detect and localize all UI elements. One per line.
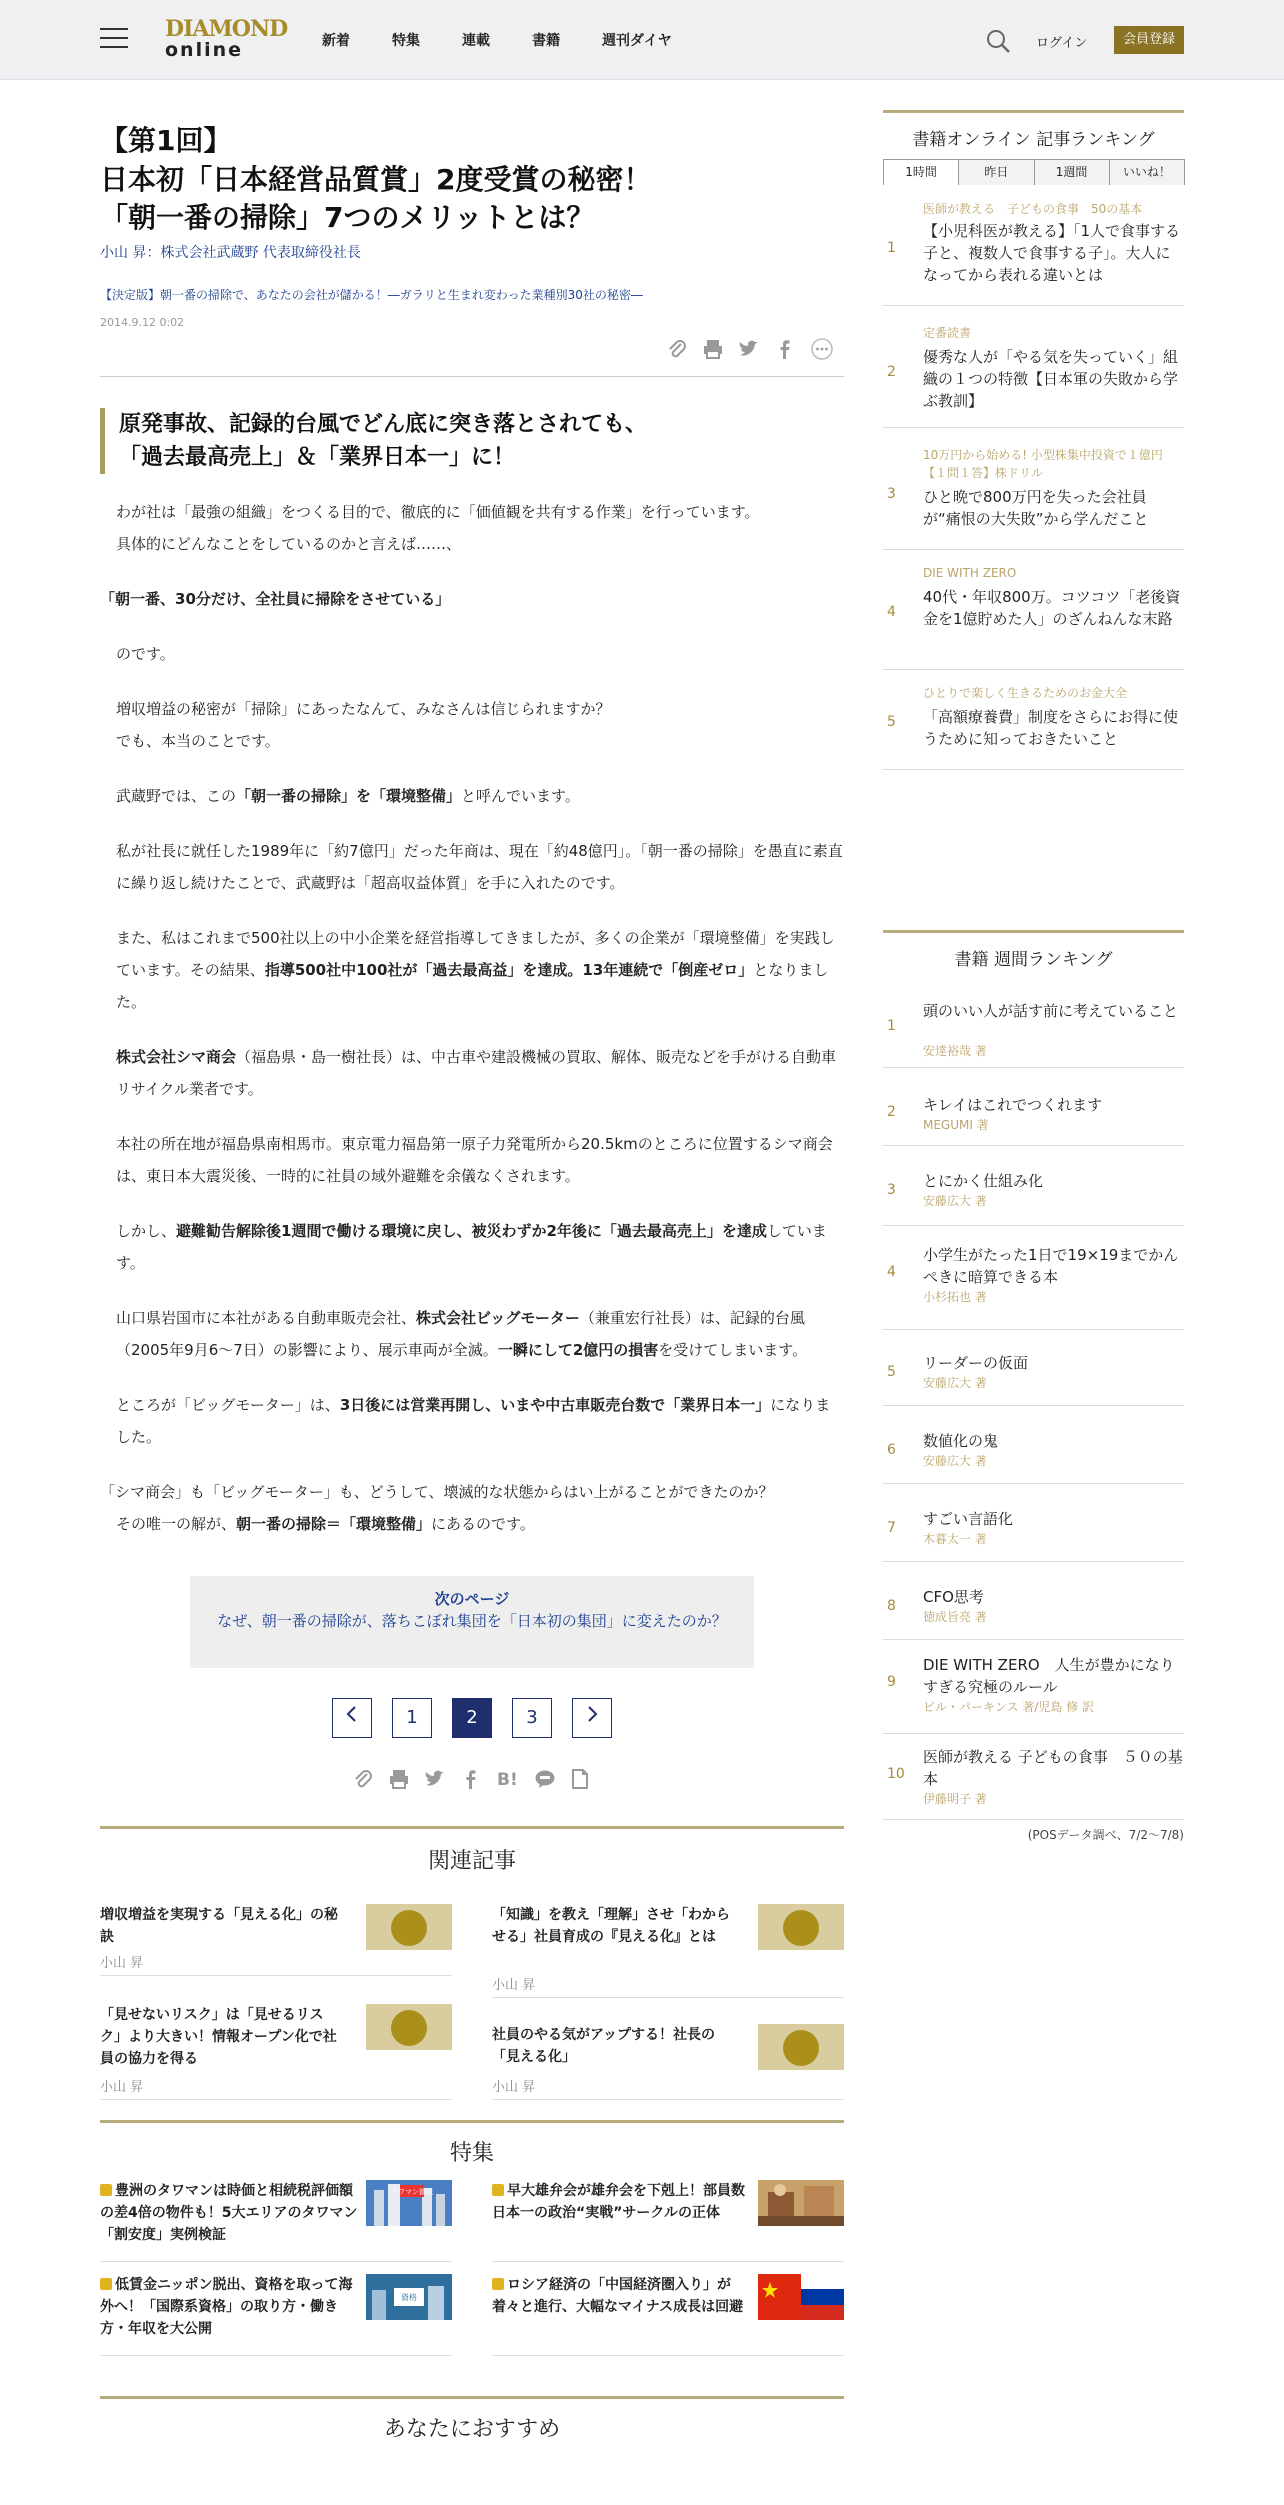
site-header [0,0,1284,80]
page-2-button[interactable]: 2 [452,1698,492,1738]
text: ところが「ビッグモーター」は、 [116,1396,340,1414]
book-rank-item[interactable] [883,1740,1184,1820]
rank-number: 6 [887,1442,896,1458]
text: 山口県岩国市に本社がある自動車販売会社、 [116,1309,417,1327]
book-title[interactable]: キレイはこれでつくれます [923,1096,1103,1114]
features-heading: 特集 [449,2141,494,2166]
paragraph [100,583,844,615]
rank-number: 1 [887,240,896,256]
text: を受けてしまいます。 [658,1341,808,1359]
chevron-right-icon [585,1705,599,1723]
article-title [100,122,840,238]
recommend-heading: あなたにおすすめ [383,2417,561,2442]
feature-title[interactable] [492,2274,752,2318]
text: しかし、 [116,1222,177,1240]
text: 増収増益の秘密が「掃除」にあったなんて、みなさんは信じられますか？ [116,700,611,718]
book-title[interactable]: 数値化の鬼 [923,1432,999,1450]
book-author: 小杉拓也 著 [923,1290,987,1304]
rank-category[interactable]: DIE WITH ZERO [923,566,1017,580]
share-bar-bottom [352,1768,590,1790]
book-author: 徳成旨亮 著 [923,1610,987,1624]
ranking-item[interactable] [883,200,1184,306]
paragraph [100,638,844,670]
text: 武蔵野では、この [116,787,237,805]
nav-item-feature[interactable]: 特集 [392,33,420,49]
lock-icon [100,2184,112,2196]
book-rank-item[interactable] [883,998,1184,1068]
pocket-icon[interactable] [570,1768,590,1790]
register-button[interactable]: 会員登録 [1114,26,1184,54]
rank-title[interactable]: ひと晩で800万円を失った会社員が“痛恨の大失敗”から学んだこと [923,488,1149,528]
book-author: 安藤広大 著 [923,1194,987,1208]
bold-text: 一瞬にして2億円の損害 [497,1341,659,1359]
print-icon[interactable] [702,338,724,360]
related-card[interactable] [100,1904,452,1976]
site-logo[interactable] [165,16,288,62]
feature-title-text: 低賃金ニッポン脱出、資格を取って海外へ！「国際系資格」の取り方・働き方・年収を大公開 [100,2277,353,2337]
paragraph [100,496,844,560]
book-ranking [883,930,1184,990]
book-author: 安藤広大 著 [923,1376,987,1390]
rank-category[interactable]: ひとりで楽しく生きるためのお金大全 [923,686,1128,700]
facebook-icon[interactable] [774,338,796,360]
rank-number: 5 [887,714,896,730]
related-card[interactable] [100,2004,452,2100]
article-author[interactable]: 小山 昇：株式会社武蔵野 代表取締役社長 [100,245,361,261]
rank-number: 3 [887,1182,896,1198]
text: しています。 [116,1222,827,1272]
book-rank-item[interactable] [883,1244,1184,1330]
ranking-item[interactable] [883,564,1184,670]
book-title[interactable]: DIE WITH ZERO 人生が豊かになりすぎる究極のルール [923,1656,1175,1696]
hatena-bookmark-icon[interactable] [496,1768,520,1790]
related-title[interactable]: 増収増益を実現する「見える化」の秘訣 [100,1907,338,1945]
related-author: 小山 昇 [100,2080,144,2095]
related-card[interactable] [492,2024,844,2100]
ranking-item[interactable] [883,684,1184,770]
title-divider [100,376,844,377]
rank-number: 7 [887,1520,896,1536]
book-author: 伊藤明子 著 [923,1792,987,1806]
bold-text: 避難勧告解除後1週間で働ける環境に戻し、被災わずか2年後に「過去最高売上」を達成 [176,1222,767,1240]
twitter-icon[interactable] [424,1768,446,1790]
nav-item-series[interactable]: 連載 [462,33,490,49]
tab-1week[interactable]: 1週間 [1034,159,1110,185]
related-thumbnail[interactable] [758,1904,844,1950]
feature-title-text: ロシア経済の「中国経済圏入り」が着々と進行、大幅なマイナス成長は回避 [492,2277,744,2315]
paragraph [100,1215,844,1279]
ranking-item[interactable] [883,446,1184,550]
bold-text: 「朝一番の掃除」を「環境整備」 [236,787,462,805]
subheading-line-2: 「過去最高売上」＆「業界日本一」に！ [119,445,516,470]
tab-yesterday[interactable]: 昨日 [958,159,1034,185]
book-title[interactable]: リーダーの仮面 [923,1354,1029,1372]
book-author: ビル・パーキンス 著/児島 修 訳 [923,1700,1095,1714]
print-icon[interactable] [388,1768,410,1790]
rank-category[interactable]: 10万円から始める! 小型株集中投資で１億円【１問１答】株ドリル [923,448,1163,480]
search-icon[interactable] [985,28,1011,54]
book-rank-item[interactable] [883,1166,1184,1226]
text: 具体的にどんなことをしているのかと言えば……、 [116,535,462,553]
page-3-button[interactable]: 3 [512,1698,552,1738]
facebook-icon[interactable] [460,1768,482,1790]
book-title[interactable]: CFO思考 [923,1588,984,1606]
rank-number: 8 [887,1598,896,1614]
thumbnail-caption: 資格 [401,2293,417,2302]
text: のです。 [116,645,175,663]
rank-number: 4 [887,1264,896,1280]
article-date: 2014.9.12 0:02 [100,316,185,329]
feature-thumbnail[interactable] [366,2180,452,2226]
paragraph [100,1476,844,1540]
paragraph [100,1041,844,1105]
rank-title[interactable]: 優秀な人が「やる気を失っていく」組織の１つの特徴【日本軍の失敗から学ぶ教訓】 [923,348,1179,410]
lock-icon [492,2184,504,2196]
article-ranking-title: 書籍オンライン 記事ランキング [912,130,1155,150]
rank-number: 2 [887,364,896,380]
related-heading: 関連記事 [427,1849,516,1874]
paragraph [100,693,844,757]
feature-thumbnail[interactable] [758,2274,844,2320]
next-page-label: 次のページ [434,1590,510,1608]
share-bar-top [666,337,834,361]
feature-item[interactable] [100,2180,452,2262]
related-author: 小山 昇 [492,2080,536,2095]
more-icon[interactable] [810,337,834,361]
feature-item[interactable] [492,2274,844,2356]
related-thumbnail[interactable] [366,1904,452,1950]
feature-title-text: 豊洲のタワマンは時価と相続税評価額の差4倍の物件も！5大エリアのタワマン「割安度」実例検証 [100,2183,358,2243]
subheading-line-1: 原発事故、記録的台風でどん底に突き落とされても、 [119,412,648,437]
thumbnail-caption: タワマン節税 [391,2188,433,2196]
ranking-item[interactable] [883,324,1184,428]
feature-thumbnail[interactable] [758,2180,844,2226]
nav-item-new[interactable]: 新着 [322,33,350,49]
text: になりました。 [116,1396,831,1446]
features-divider [100,2120,844,2123]
rank-number: 9 [887,1674,896,1690]
nav-item-weekly[interactable]: 週刊ダイヤ [602,33,672,49]
text: と呼んでいます。 [461,787,580,805]
rank-title[interactable]: 【小児科医が教える】「1人で食事する子と、複数人で食事する子」。大人になってから表れる違いとは [923,222,1181,284]
book-rank-item[interactable] [883,1342,1184,1406]
book-author: MEGUMI 著 [923,1118,989,1132]
page-1-button[interactable]: 1 [392,1698,432,1738]
rank-title[interactable]: 40代・年収800万。コツコツ「老後資金を1億貯めた人」のざんねんな末路 [923,588,1181,628]
twitter-icon[interactable] [738,338,760,360]
rank-number: 3 [887,486,896,502]
tab-likes[interactable]: いいね！ [1109,159,1185,185]
bold-text: 「朝一番、30分だけ、全社員に掃除をさせている」 [100,590,451,608]
book-title[interactable]: 小学生がたった1日で19×19までかんぺきに暗算できる本 [923,1246,1179,1286]
text: 「シマ商会」も「ビッグモーター」も、どうして、壊滅的な状態からはい上がることができたのか？ [100,1483,774,1501]
login-link[interactable]: ログイン [1036,36,1088,51]
text: でも、本当のことです。 [116,732,280,750]
paragraph: 私が社長に就任した1989年に「約7億円」だった年商は、現在「約48億円」。「朝一番の掃除」を愚直に素直に繰り返し続けたことで、武蔵野は「超高収益体質」を手に入れたのです。 [116,842,843,892]
book-author: 安藤広大 著 [923,1454,987,1468]
rank-category[interactable]: 定番読書 [923,326,972,340]
text: にあるのです。 [431,1515,535,1533]
related-divider [100,1826,844,1829]
feature-title[interactable] [100,2180,360,2246]
logo-bottom-text: online [165,39,244,61]
book-author: 木暮太一 著 [923,1532,987,1546]
prev-page-button[interactable] [332,1698,372,1738]
book-rank-item[interactable] [883,1498,1184,1562]
pos-note: (POSデータ調べ、7/2〜7/8) [1027,1828,1184,1842]
related-author: 小山 昇 [492,1978,536,1993]
title-line-2: 日本初「日本経営品質賞」2度受賞の秘密！ [100,162,652,196]
feature-title[interactable] [100,2274,360,2340]
line-icon[interactable] [534,1768,556,1790]
rank-number: 4 [887,604,896,620]
text: わが社は「最強の組織」をつくる目的で、徹底的に「価値観を共有する作業」を行っています。 [116,503,760,521]
lock-icon [492,2278,504,2290]
paragraph [100,780,844,812]
text: その唯一の解が、 [116,1515,237,1533]
book-author: 安達裕哉 著 [923,1044,987,1058]
bold-text: 株式会社シマ商会 [116,1048,237,1066]
bold-text: 朝一番の掃除＝「環境整備」 [236,1515,432,1533]
feature-title[interactable] [492,2180,752,2224]
article-body [100,496,844,1563]
text: （福島県・島一樹社長）は、中古車や建設機械の買取、解体、販売などを手がける自動車リサイクル業者です。 [116,1048,837,1098]
related-title[interactable]: 「知識」を教え「理解」させ「わからせる」社員育成の『見える化』とは [492,1907,730,1945]
paragraph: 本社の所在地が福島県南相馬市。東京電力福島第一原子力発電所から20.5kmのところに位置するシマ商会は、東日本大震災後、一時的に社員の域外避難を余儀なくされます。 [116,1135,833,1185]
book-rank-item[interactable] [883,1420,1184,1484]
article-series-link[interactable]: 【決定版】朝一番の掃除で、あなたの会社が儲かる！―ガラリと生まれ変わった業種別30社の秘密― [100,288,643,302]
next-page-box[interactable] [190,1576,754,1668]
global-nav [322,30,714,50]
bold-text: 指導500社中100社が「過去最高益」を達成。13年連続で「倒産ゼロ」 [264,961,754,979]
title-line-1: 【第1回】 [100,124,232,157]
article-subheading [100,408,844,474]
bold-text: 株式会社ビッグモーター [416,1309,580,1327]
related-title[interactable]: 「見せないリスク」は「見せるリスク」より大きい！情報オープン化で社員の協力を得る [100,2007,337,2067]
book-rank-item[interactable] [883,1648,1184,1734]
clip-icon[interactable] [352,1768,374,1790]
text: となりました。 [116,961,829,1011]
tab-1hour[interactable]: 1時間 [883,159,959,185]
feature-thumbnail[interactable] [366,2274,452,2320]
rank-number: 1 [887,1018,896,1034]
menu-icon[interactable] [100,28,128,50]
rank-number: 2 [887,1104,896,1120]
next-page-title[interactable]: なぜ、朝一番の掃除が、落ちこぼれ集団を「日本初の集団」に変えたのか？ [217,1612,727,1630]
lock-icon [100,2278,112,2290]
rank-title[interactable]: 「高額療養費」制度をさらにお得に使うために知っておきたいこと [923,708,1179,748]
text: （兼重宏行社長）は、記録的台風（2005年9月6〜7日）の影響により、展示車両が全滅。 [116,1309,805,1359]
rank-number: 10 [887,1766,905,1782]
related-thumbnail[interactable] [366,2004,452,2050]
feature-item[interactable] [100,2274,452,2356]
paragraph [100,922,844,1018]
paragraph [100,1389,844,1453]
related-title[interactable]: 社員のやる気がアップする！社長の「見える化」 [492,2027,716,2065]
bold-text: 3日後には営業再開し、いまや中古車販売台数で「業界日本一」 [339,1396,771,1414]
book-rank-item[interactable] [883,1576,1184,1640]
pagination [332,1698,612,1738]
title-line-3: 「朝一番の掃除」7つのメリットとは？ [100,201,595,235]
feature-item[interactable] [492,2180,844,2262]
clip-icon[interactable] [666,338,688,360]
related-thumbnail[interactable] [758,2024,844,2070]
book-title[interactable]: とにかく仕組み化 [923,1172,1044,1190]
nav-item-books[interactable]: 書籍 [532,33,560,49]
logo-top-text: DIAMOND [165,16,288,42]
book-title[interactable]: 頭のいい人が話す前に考えていること [923,1002,1179,1020]
recommend-divider [100,2396,844,2399]
book-title[interactable]: 医師が教える 子どもの食事 ５０の基本 [923,1748,1183,1788]
book-ranking-title: 書籍 週間ランキング [954,950,1113,970]
next-page-button[interactable] [572,1698,612,1738]
paragraph [100,1302,844,1366]
ranking-tabs [883,159,1184,185]
book-rank-item[interactable] [883,1086,1184,1146]
feature-title-text: 早大雄弁会が雄弁会を下剋上！部員数日本一の政治“実戦”サークルの正体 [492,2183,745,2221]
related-card[interactable] [492,1904,844,1998]
book-title[interactable]: すごい言語化 [923,1510,1014,1528]
chevron-left-icon [345,1705,359,1723]
text: また、私はこれまで500社以上の中小企業を経営指導してきましたが、多くの企業が「環境整備」を実践しています。その結果、 [116,929,835,979]
svg-text:B!: B! [497,1770,518,1790]
rank-category[interactable]: 医師が教える 子どもの食事 50の基本 [923,202,1143,216]
related-author: 小山 昇 [100,1956,144,1971]
rank-number: 5 [887,1364,896,1380]
